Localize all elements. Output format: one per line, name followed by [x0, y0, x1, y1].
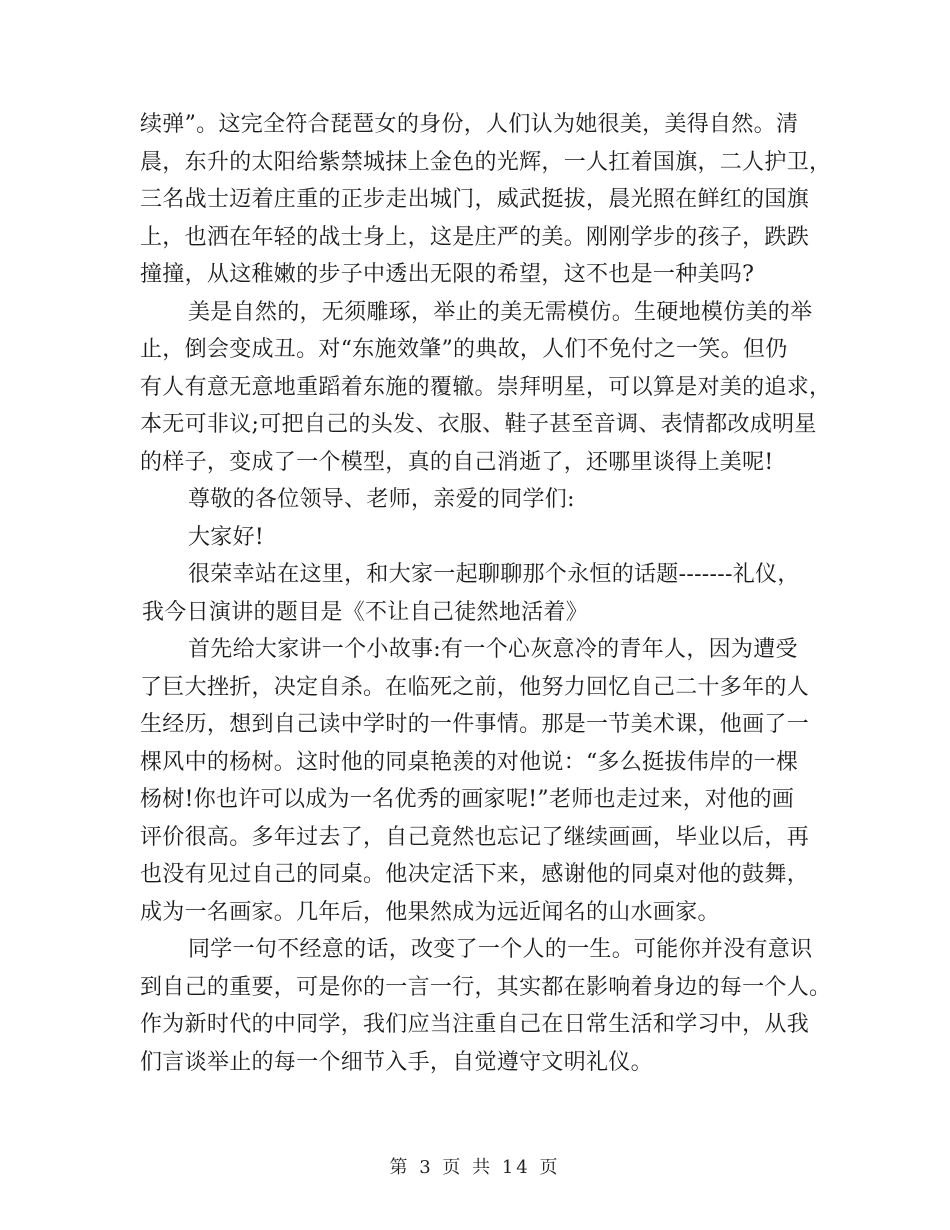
paragraph-start-line: 很荣幸站在这里，和大家一起聊聊那个永恒的话题-------礼仪，	[188, 562, 800, 587]
text-line: 作为新时代的中同学，我们应当注重自己在日常生活和学习中，从我	[140, 1012, 810, 1037]
text-line: 本无可非议;可把自己的头发、衣服、鞋子甚至音调、表情都改成明星	[140, 412, 817, 437]
text-line: 们言谈举止的每一个细节入手，自觉遵守文明礼仪。	[140, 1049, 653, 1075]
text-line: 棵风中的杨树。这时他的同桌艳羡的对他说：“多么挺拔伟岸的一棵	[140, 749, 799, 775]
body-text	[140, 106, 832, 1081]
salutation-line: 尊敬的各位领导、老师，亲爱的同学们:	[188, 487, 575, 512]
text-line: 止，倒会变成丑。对“东施效肇”的典故，人们不免付之一笑。但仍	[140, 337, 788, 362]
text-line: 到自己的重要，可是你的一言一行，其实都在影响着身边的每一个人。	[140, 974, 832, 1000]
paragraph-start-line: 同学一句不经意的话，改变了一个人的一生。可能你并没有意识	[188, 937, 813, 962]
text-line: 了巨大挫折，决定自杀。在临死之前，他努力回忆自己二十多年的人	[140, 674, 810, 700]
text-line: 三名战士迈着庄重的正步走出城门，威武挺拔，晨光照在鲜红的国旗	[140, 187, 810, 212]
text-line: 撞撞，从这稚嫩的步子中透出无限的希望，这不也是一种美吗?	[140, 262, 755, 287]
text-line: 生经历，想到自己读中学时的一件事情。那是一节美术课，他画了一	[140, 712, 810, 737]
text-line: 杨树!你也许可以成为一名优秀的画家呢!”老师也走过来，对他的画	[140, 787, 795, 812]
text-line: 有人有意无意地重蹈着东施的覆辙。崇拜明星，可以算是对美的追求，	[140, 374, 832, 400]
text-line: 续弹”。这完全符合琵琶女的身份，人们认为她很美，美得自然。清	[140, 112, 799, 137]
text-line: 也没有见过自己的同桌。他决定活下来，感谢他的同桌对他的鼓舞，	[140, 862, 810, 887]
page-number-footer: 第 3 页 共 14 页	[389, 1157, 561, 1178]
text-line: 评价很高。多年过去了，自己竟然也忘记了继续画画，毕业以后，再	[140, 824, 810, 850]
greeting-line: 大家好!	[188, 524, 265, 550]
text-line: 的样子，变成了一个模型，真的自己消逝了，还哪里谈得上美呢!	[140, 449, 774, 475]
text-line: 晨，东升的太阳给紫禁城抹上金色的光辉，一人扛着国旗，二人护卫，	[140, 149, 832, 175]
text-line: 我今日演讲的题目是《不让自己徒然地活着》	[142, 599, 589, 625]
text-line: 上，也洒在年轻的战士身上，这是庄严的美。刚刚学步的孩子，跌跌	[140, 224, 810, 250]
text-line: 成为一名画家。几年后，他果然成为远近闻名的山水画家。	[140, 899, 720, 925]
paragraph-start-line: 首先给大家讲一个小故事:有一个心灰意冷的青年人，因为遭受	[188, 637, 798, 662]
paragraph-start-line: 美是自然的，无须雕琢，举止的美无需模仿。生硬地模仿美的举	[188, 299, 813, 325]
